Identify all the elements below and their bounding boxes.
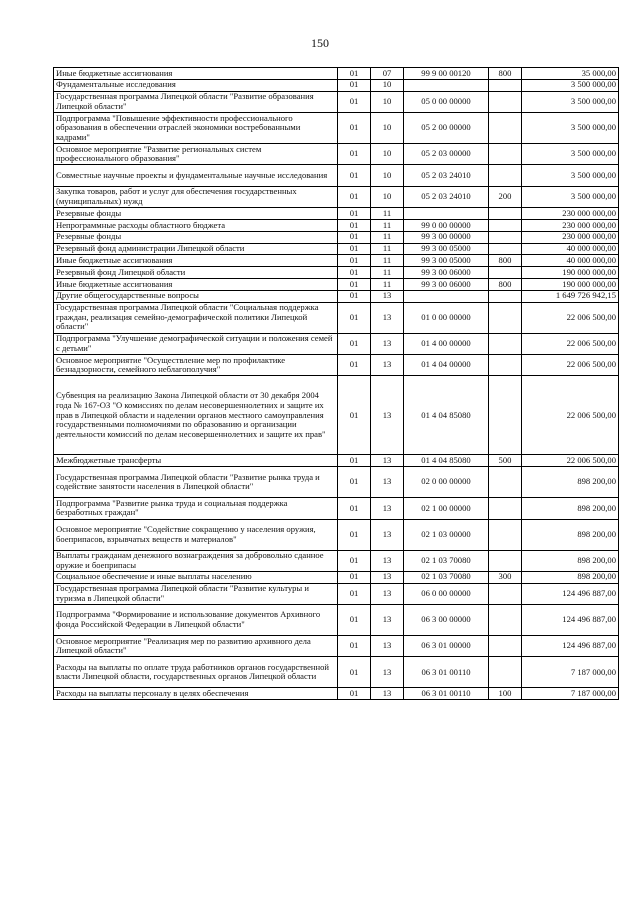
row-amount-cell: 3 500 000,00 [522, 91, 619, 112]
page-number: 150 [311, 36, 329, 50]
row-amount-cell: 3 500 000,00 [522, 186, 619, 207]
row-name-cell: Расходы на выплаты персоналу в целях обеспечения [54, 688, 338, 700]
row-target-article-cell: 99 0 00 00000 [404, 219, 489, 231]
row-subsection-cell: 11 [371, 255, 404, 267]
row-name-cell: Подпрограмма "Развитие рынка труда и социальная поддержка безработных граждан" [54, 498, 338, 519]
table-row [54, 605, 619, 636]
row-name-cell: Государственная программа Липецкой области "Социальная поддержка граждан, реализация семейно-демографической политики Липецкой области" [54, 302, 338, 333]
row-subsection-cell: 13 [371, 636, 404, 657]
table-row [54, 583, 619, 604]
row-name-cell: Резервный фонд Липецкой области [54, 267, 338, 279]
row-expense-type-cell [489, 91, 522, 112]
row-section-cell: 01 [338, 354, 371, 375]
row-expense-type-cell [489, 143, 522, 164]
row-section-cell: 01 [338, 519, 371, 550]
row-expense-type-cell [489, 219, 522, 231]
row-section-cell: 01 [338, 376, 371, 455]
table-row [54, 231, 619, 243]
table-row [54, 186, 619, 207]
row-subsection-cell: 07 [371, 68, 404, 80]
row-name-cell: Непрограммные расходы областного бюджета [54, 219, 338, 231]
row-expense-type-cell [489, 467, 522, 498]
row-name-cell: Резервные фонды [54, 208, 338, 220]
row-target-article-cell: 05 2 03 24010 [404, 165, 489, 186]
row-amount-cell: 40 000 000,00 [522, 243, 619, 255]
row-target-article-cell: 06 3 01 00110 [404, 688, 489, 700]
row-expense-type-cell: 300 [489, 571, 522, 583]
row-name-cell: Совместные научные проекты и фундаментальные научные исследования [54, 165, 338, 186]
row-subsection-cell: 13 [371, 657, 404, 688]
row-name-cell: Иные бюджетные ассигнования [54, 278, 338, 290]
row-amount-cell: 124 496 887,00 [522, 636, 619, 657]
row-expense-type-cell [489, 208, 522, 220]
table-row [54, 455, 619, 467]
row-name-cell: Субвенция на реализацию Закона Липецкой области от 30 декабря 2004 года № 167-ОЗ "О комиссиях по делам несовершеннолетних и защите их прав в Липецкой области и наделении органов местного самоуправления государственными полномочиями по образованию и организации деятельности комиссий по делам несовершеннолетних и защите их прав" [54, 376, 338, 455]
row-expense-type-cell: 800 [489, 255, 522, 267]
row-name-cell: Государственная программа Липецкой области "Развитие рынка труда и содействие занятости населения в Липецкой области" [54, 467, 338, 498]
row-target-article-cell: 02 1 03 70080 [404, 571, 489, 583]
row-subsection-cell: 13 [371, 688, 404, 700]
row-name-cell: Расходы на выплаты по оплате труда работников органов государственной власти Липецкой области, государственных органов Липецкой области [54, 657, 338, 688]
row-section-cell: 01 [338, 143, 371, 164]
row-target-article-cell: 99 3 00 00000 [404, 231, 489, 243]
row-expense-type-cell: 100 [489, 688, 522, 700]
row-target-article-cell: 05 0 00 00000 [404, 91, 489, 112]
row-amount-cell: 22 006 500,00 [522, 354, 619, 375]
row-target-article-cell: 06 3 00 00000 [404, 605, 489, 636]
row-expense-type-cell: 800 [489, 68, 522, 80]
table-row [54, 219, 619, 231]
row-target-article-cell: 06 0 00 00000 [404, 583, 489, 604]
row-section-cell: 01 [338, 302, 371, 333]
row-target-article-cell [404, 79, 489, 91]
row-subsection-cell: 10 [371, 186, 404, 207]
row-expense-type-cell [489, 550, 522, 571]
table-row [54, 68, 619, 80]
row-name-cell: Основное мероприятие "Содействие сокращению у населения оружия, боеприпасов, взрывчатых веществ и материалов" [54, 519, 338, 550]
row-subsection-cell: 11 [371, 208, 404, 220]
table-row [54, 688, 619, 700]
row-subsection-cell: 13 [371, 583, 404, 604]
row-subsection-cell: 13 [371, 455, 404, 467]
row-expense-type-cell [489, 231, 522, 243]
row-expense-type-cell [489, 636, 522, 657]
row-section-cell: 01 [338, 636, 371, 657]
row-subsection-cell: 13 [371, 333, 404, 354]
row-name-cell: Межбюджетные трансферты [54, 455, 338, 467]
table-row [54, 278, 619, 290]
row-section-cell: 01 [338, 550, 371, 571]
row-expense-type-cell [489, 290, 522, 302]
row-amount-cell: 22 006 500,00 [522, 302, 619, 333]
row-amount-cell: 22 006 500,00 [522, 333, 619, 354]
table-row [54, 657, 619, 688]
row-target-article-cell: 05 2 03 24010 [404, 186, 489, 207]
row-amount-cell: 35 000,00 [522, 68, 619, 80]
table-row [54, 333, 619, 354]
row-target-article-cell: 99 3 00 06000 [404, 267, 489, 279]
row-section-cell: 01 [338, 231, 371, 243]
row-amount-cell: 898 200,00 [522, 467, 619, 498]
row-name-cell: Иные бюджетные ассигнования [54, 68, 338, 80]
row-expense-type-cell [489, 112, 522, 143]
row-amount-cell: 40 000 000,00 [522, 255, 619, 267]
budget-table-body [54, 68, 619, 700]
row-name-cell: Основное мероприятие "Осуществление мер по профилактике безнадзорности, семейного неблагополучия" [54, 354, 338, 375]
budget-table [53, 67, 619, 700]
row-target-article-cell: 99 3 00 05000 [404, 243, 489, 255]
row-name-cell: Выплаты гражданам денежного вознаграждения за добровольно сданное оружие и боеприпасы [54, 550, 338, 571]
row-expense-type-cell [489, 583, 522, 604]
row-section-cell: 01 [338, 267, 371, 279]
row-subsection-cell: 11 [371, 278, 404, 290]
row-amount-cell: 7 187 000,00 [522, 688, 619, 700]
row-subsection-cell: 11 [371, 267, 404, 279]
row-name-cell: Подпрограмма "Формирование и использование документов Архивного фонда Российской Федерации в Липецкой области" [54, 605, 338, 636]
table-row [54, 112, 619, 143]
row-section-cell: 01 [338, 333, 371, 354]
row-section-cell: 01 [338, 79, 371, 91]
row-subsection-cell: 10 [371, 91, 404, 112]
row-name-cell: Подпрограмма "Повышение эффективности профессионального образования в обеспечении отраслей экономики востребованными кадрами" [54, 112, 338, 143]
row-target-article-cell: 99 9 00 00120 [404, 68, 489, 80]
row-expense-type-cell [489, 605, 522, 636]
row-expense-type-cell [489, 657, 522, 688]
row-subsection-cell: 10 [371, 79, 404, 91]
row-name-cell: Резервные фонды [54, 231, 338, 243]
row-target-article-cell: 02 1 00 00000 [404, 498, 489, 519]
row-target-article-cell: 06 3 01 00110 [404, 657, 489, 688]
table-row [54, 571, 619, 583]
table-row [54, 165, 619, 186]
row-target-article-cell: 01 4 04 85080 [404, 376, 489, 455]
row-target-article-cell: 01 0 00 00000 [404, 302, 489, 333]
row-subsection-cell: 10 [371, 112, 404, 143]
row-expense-type-cell [489, 498, 522, 519]
row-subsection-cell: 13 [371, 498, 404, 519]
row-amount-cell: 7 187 000,00 [522, 657, 619, 688]
row-amount-cell: 3 500 000,00 [522, 112, 619, 143]
table-row [54, 376, 619, 455]
row-expense-type-cell [489, 519, 522, 550]
row-subsection-cell: 10 [371, 165, 404, 186]
row-name-cell: Социальное обеспечение и иные выплаты населению [54, 571, 338, 583]
row-subsection-cell: 13 [371, 290, 404, 302]
row-target-article-cell: 02 1 03 70080 [404, 550, 489, 571]
row-section-cell: 01 [338, 255, 371, 267]
row-subsection-cell: 13 [371, 605, 404, 636]
row-name-cell: Закупка товаров, работ и услуг для обеспечения государственных (муниципальных) нужд [54, 186, 338, 207]
row-name-cell: Иные бюджетные ассигнования [54, 255, 338, 267]
row-amount-cell: 22 006 500,00 [522, 455, 619, 467]
row-target-article-cell: 01 4 04 85080 [404, 455, 489, 467]
table-row [54, 255, 619, 267]
row-amount-cell: 230 000 000,00 [522, 208, 619, 220]
table-row [54, 636, 619, 657]
row-section-cell: 01 [338, 583, 371, 604]
row-name-cell: Государственная программа Липецкой области "Развитие культуры и туризма в Липецкой области" [54, 583, 338, 604]
row-amount-cell: 230 000 000,00 [522, 219, 619, 231]
row-section-cell: 01 [338, 219, 371, 231]
table-row [54, 354, 619, 375]
row-subsection-cell: 13 [371, 467, 404, 498]
row-amount-cell: 3 500 000,00 [522, 79, 619, 91]
table-row [54, 267, 619, 279]
row-section-cell: 01 [338, 290, 371, 302]
row-amount-cell: 190 000 000,00 [522, 278, 619, 290]
row-section-cell: 01 [338, 165, 371, 186]
row-section-cell: 01 [338, 688, 371, 700]
row-expense-type-cell [489, 354, 522, 375]
row-target-article-cell [404, 208, 489, 220]
row-target-article-cell: 99 3 00 05000 [404, 255, 489, 267]
row-section-cell: 01 [338, 605, 371, 636]
row-section-cell: 01 [338, 91, 371, 112]
row-target-article-cell: 99 3 00 06000 [404, 278, 489, 290]
row-name-cell: Государственная программа Липецкой области "Развитие образования Липецкой области" [54, 91, 338, 112]
row-target-article-cell: 05 2 00 00000 [404, 112, 489, 143]
row-section-cell: 01 [338, 455, 371, 467]
row-name-cell: Подпрограмма "Улучшение демографической ситуации и положения семей с детьми" [54, 333, 338, 354]
row-amount-cell: 3 500 000,00 [522, 165, 619, 186]
row-expense-type-cell [489, 165, 522, 186]
row-expense-type-cell: 200 [489, 186, 522, 207]
row-subsection-cell: 13 [371, 550, 404, 571]
row-name-cell: Основное мероприятие "Развитие региональных систем профессионального образования" [54, 143, 338, 164]
row-name-cell: Другие общегосударственные вопросы [54, 290, 338, 302]
row-amount-cell: 3 500 000,00 [522, 143, 619, 164]
row-subsection-cell: 13 [371, 354, 404, 375]
row-target-article-cell: 02 0 00 00000 [404, 467, 489, 498]
row-name-cell: Резервный фонд администрации Липецкой области [54, 243, 338, 255]
row-name-cell: Основное мероприятие "Реализация мер по развитию архивного дела Липецкой области" [54, 636, 338, 657]
table-row [54, 208, 619, 220]
row-amount-cell: 190 000 000,00 [522, 267, 619, 279]
row-section-cell: 01 [338, 278, 371, 290]
row-section-cell: 01 [338, 571, 371, 583]
row-subsection-cell: 13 [371, 519, 404, 550]
row-expense-type-cell [489, 243, 522, 255]
row-name-cell: Фундаментальные исследования [54, 79, 338, 91]
table-row [54, 143, 619, 164]
row-amount-cell: 124 496 887,00 [522, 605, 619, 636]
row-subsection-cell: 13 [371, 571, 404, 583]
row-expense-type-cell [489, 376, 522, 455]
row-subsection-cell: 11 [371, 243, 404, 255]
row-section-cell: 01 [338, 68, 371, 80]
row-target-article-cell: 05 2 03 00000 [404, 143, 489, 164]
table-row [54, 243, 619, 255]
row-section-cell: 01 [338, 657, 371, 688]
row-target-article-cell: 02 1 03 00000 [404, 519, 489, 550]
row-section-cell: 01 [338, 186, 371, 207]
table-row [54, 91, 619, 112]
table-row [54, 79, 619, 91]
row-amount-cell: 22 006 500,00 [522, 376, 619, 455]
row-section-cell: 01 [338, 498, 371, 519]
row-subsection-cell: 13 [371, 376, 404, 455]
row-expense-type-cell: 800 [489, 278, 522, 290]
row-target-article-cell: 01 4 00 00000 [404, 333, 489, 354]
row-amount-cell: 1 649 726 942,15 [522, 290, 619, 302]
row-section-cell: 01 [338, 208, 371, 220]
row-subsection-cell: 11 [371, 231, 404, 243]
row-expense-type-cell [489, 79, 522, 91]
table-row [54, 550, 619, 571]
row-expense-type-cell [489, 302, 522, 333]
row-subsection-cell: 11 [371, 219, 404, 231]
row-amount-cell: 898 200,00 [522, 498, 619, 519]
row-amount-cell: 230 000 000,00 [522, 231, 619, 243]
table-row [54, 519, 619, 550]
row-expense-type-cell [489, 267, 522, 279]
table-row [54, 290, 619, 302]
row-section-cell: 01 [338, 243, 371, 255]
row-amount-cell: 898 200,00 [522, 550, 619, 571]
row-amount-cell: 898 200,00 [522, 571, 619, 583]
row-target-article-cell: 06 3 01 00000 [404, 636, 489, 657]
row-amount-cell: 124 496 887,00 [522, 583, 619, 604]
row-expense-type-cell [489, 333, 522, 354]
table-row [54, 302, 619, 333]
row-target-article-cell: 01 4 04 00000 [404, 354, 489, 375]
table-row [54, 498, 619, 519]
row-subsection-cell: 10 [371, 143, 404, 164]
row-amount-cell: 898 200,00 [522, 519, 619, 550]
row-expense-type-cell: 500 [489, 455, 522, 467]
row-subsection-cell: 13 [371, 302, 404, 333]
row-target-article-cell [404, 290, 489, 302]
table-row [54, 467, 619, 498]
row-section-cell: 01 [338, 467, 371, 498]
row-section-cell: 01 [338, 112, 371, 143]
